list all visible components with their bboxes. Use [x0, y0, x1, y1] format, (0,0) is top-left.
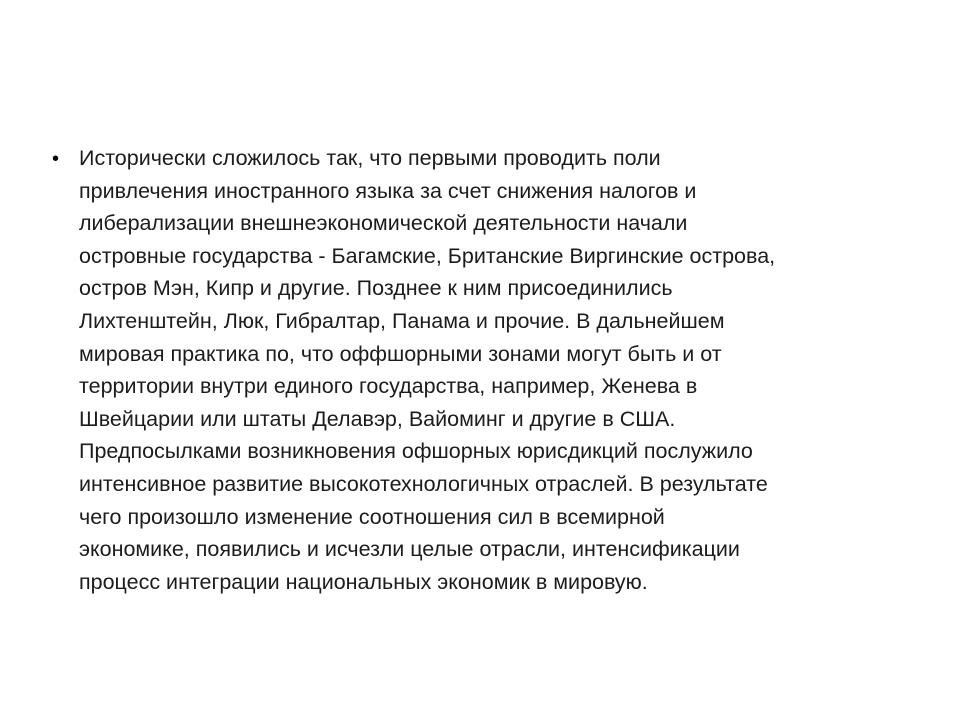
paragraph-line: Швейцарии или штаты Делавэр, Вайоминг и другие в США. — [79, 406, 676, 431]
paragraph-line: интенсивное развитие высокотехнологичных отраслей. В результате — [79, 471, 768, 496]
paragraph-line: процесс интеграции национальных экономик в мировую. — [79, 569, 648, 594]
paragraph-line: Лихтенштейн, Люк, Гибралтар, Панама и прочие. В дальнейшем — [79, 308, 725, 333]
paragraph-line: Предпосылками возникновения офшорных юрисдикций послужило — [79, 439, 753, 464]
bullet-marker: • — [52, 148, 60, 170]
paragraph-line: территории внутри единого государства, например, Женева в — [79, 374, 698, 399]
paragraph-line: привлечения иностранного языка за счет снижения налогов и — [79, 178, 697, 203]
slide-content — [52, 142, 912, 598]
paragraph-line: чего произошло изменение соотношения сил в всемирной — [79, 504, 665, 529]
paragraph-line: Исторически сложилось так, что первыми проводить поли — [79, 146, 661, 170]
paragraph-line: экономике, появились и исчезли целые отрасли, интенсификации — [79, 537, 740, 562]
bullet-item — [52, 142, 912, 598]
bullet-paragraph — [79, 142, 912, 598]
paragraph-line: либерализации внешнеэкономической деятельности начали — [79, 211, 688, 236]
paragraph-line: остров Мэн, Кипр и другие. Позднее к ним присоединились — [79, 276, 673, 301]
paragraph-line: мировая практика по, что оффшорными зонами могут быть и от — [79, 341, 722, 366]
paragraph-line: островные государства - Багамские, Британские Виргинские острова, — [79, 243, 776, 268]
